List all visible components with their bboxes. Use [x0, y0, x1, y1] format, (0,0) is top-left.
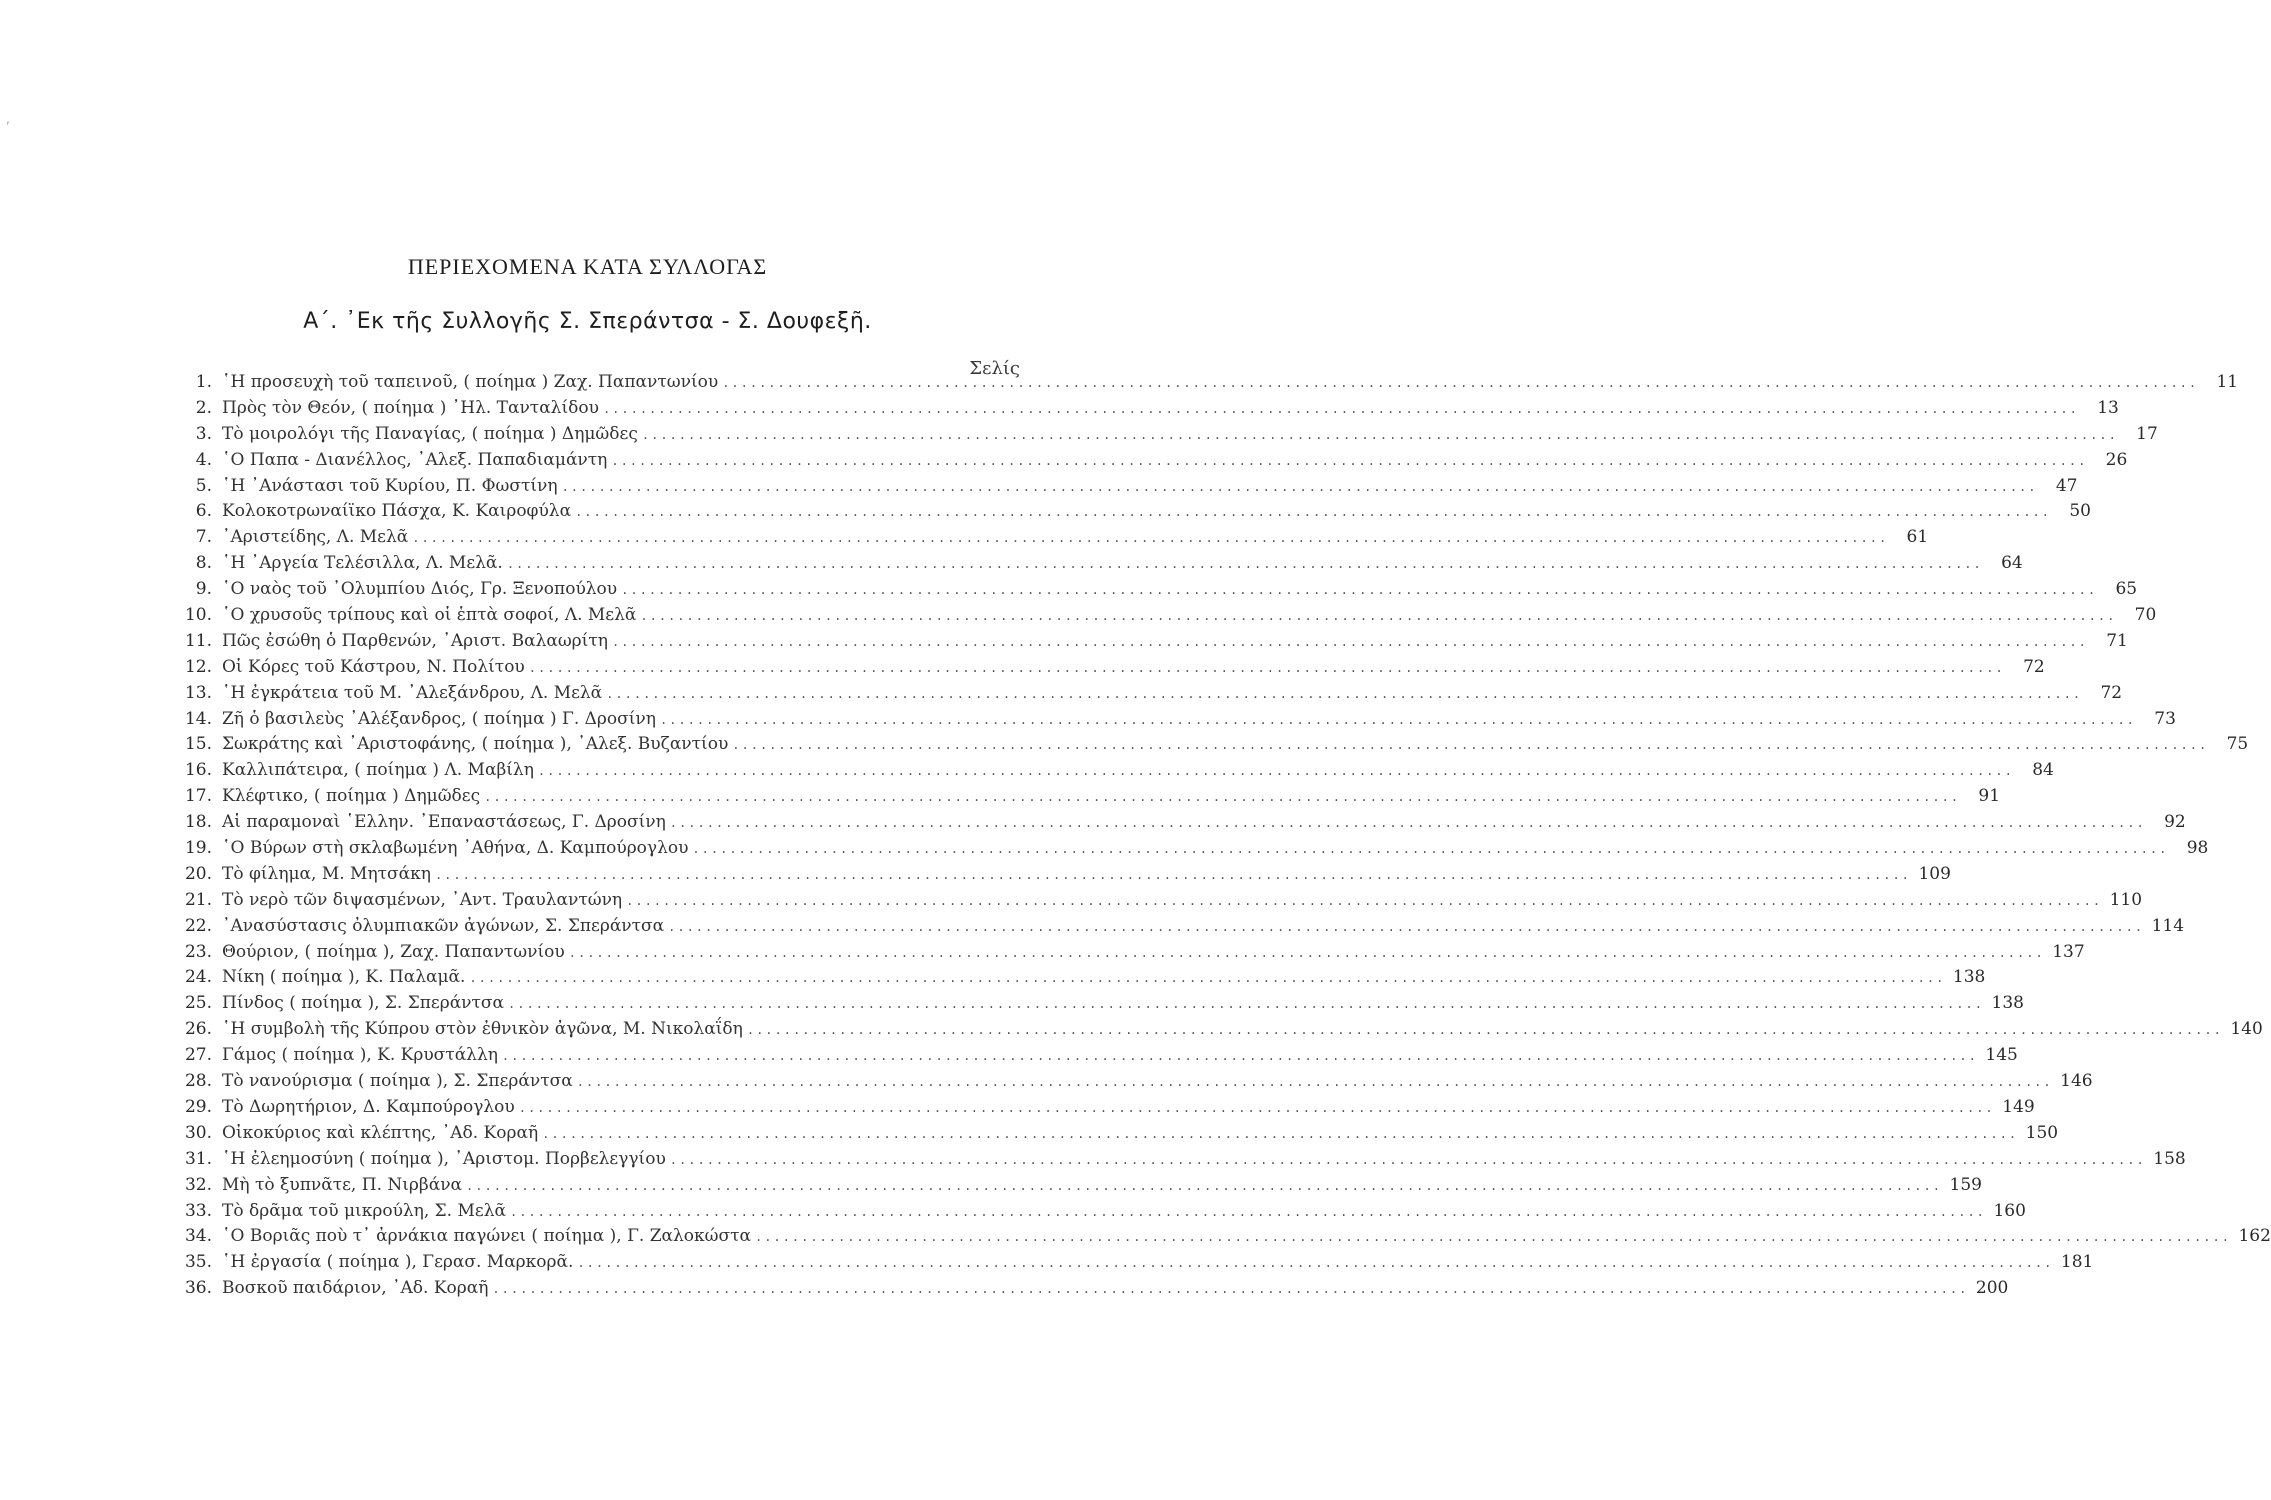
toc-entry: [172, 1224, 2271, 1250]
entry-number: 35.: [184, 1252, 212, 1273]
toc-entry: [172, 422, 2158, 448]
toc-entry: [172, 965, 1986, 991]
entry-title: Τὸ φίλημα, Μ. Μητσάκη: [222, 863, 431, 884]
toc-entry: [172, 784, 2001, 810]
dot-leader: [670, 1148, 2146, 1174]
toc-entry: [172, 1121, 2059, 1147]
entry-title: ῾Η προσευχὴ τοῦ ταπεινοῦ, ( ποίημα ) Ζαχ. Παπαντωνίου: [222, 372, 719, 392]
toc-entry: [172, 1276, 2009, 1302]
entry-page-number: 72: [2100, 682, 2123, 703]
entry-page-number: 61: [1906, 527, 1929, 548]
entry-number: 26.: [184, 1019, 212, 1040]
entry-page-number: 65: [2115, 579, 2138, 600]
dot-leader: [538, 759, 2014, 785]
entry-title: Οἱ Κόρες τοῦ Κάστρου, Ν. Πολίτου: [222, 656, 525, 677]
entry-page-number: 200: [1975, 1278, 2009, 1299]
toc-entry: [172, 1250, 2094, 1276]
toc-entry: [172, 681, 2123, 707]
entry-number: 28.: [184, 1071, 212, 1092]
entry-number: 11.: [184, 630, 212, 651]
dot-leader: [435, 863, 1911, 889]
toc-entry: [172, 836, 2209, 862]
entry-title: Τὸ μοιρολόγι τῆς Παναγίας, ( ποίημα ) Δημῶδες: [222, 423, 638, 444]
entry-page-number: 146: [2060, 1071, 2093, 1092]
dot-leader: [466, 1174, 1942, 1200]
entry-page-number: 98: [2186, 838, 2209, 859]
entry-number: 5.: [195, 475, 212, 496]
entry-number: 30.: [184, 1122, 212, 1143]
entry-page-number: 158: [2153, 1148, 2186, 1169]
entry-title: ῾Η ᾿Ανάστασι τοῦ Κυρίου, Π. Φωστίνη: [222, 475, 558, 496]
entry-number: 21.: [184, 889, 212, 910]
toc-entry: [172, 940, 2085, 966]
entry-number: 15.: [184, 734, 212, 755]
entry-page-number: 91: [1978, 786, 2001, 807]
dot-leader: [575, 500, 2051, 526]
toc-entry: [172, 991, 2024, 1017]
dot-leader: [692, 837, 2168, 863]
entry-page-number: 70: [2134, 605, 2157, 626]
entry-number: 29.: [184, 1096, 212, 1117]
toc-entry: [172, 448, 2128, 474]
entry-title: Πῶς ἐσώθη ὁ Παρθενών, ᾿Αριστ. Βαλαωρίτη: [222, 630, 608, 651]
scan-margin-mark: ,: [6, 112, 10, 126]
entry-title: Θούριον, ( ποίημα ), Ζαχ. Παπαντωνίου: [222, 941, 565, 962]
entry-title: Αἱ παραμοναὶ ῾Ελλην. ᾿Επαναστάσεως, Γ. Δροσίνη: [222, 812, 666, 833]
entry-number: 6.: [195, 501, 212, 522]
entry-title: Πρὸς τὸν Θεόν, ( ποίημα ) ᾿Ηλ. Τανταλίδου: [222, 397, 599, 418]
entry-number: 18.: [184, 812, 212, 833]
toc-entry: [172, 888, 2143, 914]
entry-page-number: 137: [2052, 941, 2085, 962]
entry-number: 27.: [184, 1045, 212, 1066]
dot-leader: [668, 915, 2144, 941]
entry-title: ῾Η ἐγκράτεια τοῦ Μ. ᾿Αλεξάνδρου, Λ. Μελᾶ: [222, 682, 603, 703]
toc-entry: [172, 603, 2157, 629]
entry-page-number: 92: [2164, 812, 2186, 833]
toc-entry: [172, 1173, 1982, 1199]
toc-entry: [172, 732, 2249, 758]
entry-page-number: 145: [1985, 1045, 2018, 1066]
toc-entry: [172, 914, 2185, 940]
dot-leader: [529, 656, 2005, 682]
entry-number: 3.: [195, 423, 212, 444]
entry-page-number: 84: [2032, 760, 2054, 781]
entry-title: Γάμος ( ποίημα ), Κ. Κρυστάλλη: [222, 1045, 498, 1066]
entry-title: Τὸ δρᾶμα τοῦ μικρούλη, Σ. Μελᾶ: [222, 1200, 506, 1221]
dot-leader: [577, 1251, 2053, 1277]
entry-title: ῾Ο ναὸς τοῦ ᾿Ολυμπίου Διός, Γρ. Ξενοπούλου: [222, 579, 618, 600]
entry-title: ῾Η ἐλεημοσύνη ( ποίημα ), ᾿Αριστομ. Πορβελεγγίου: [222, 1148, 666, 1169]
entry-page-number: 73: [2154, 708, 2176, 729]
dot-leader: [412, 526, 1888, 552]
dot-leader: [507, 552, 1983, 578]
dot-leader: [722, 371, 2198, 397]
entry-page-number: 17: [2136, 423, 2158, 444]
collection-subtitle: Α΄. ᾿Εκ τῆς Συλλογῆς Σ. Σπεράντσα - Σ. Δουφεξῆ.: [303, 309, 872, 334]
entry-title: Τὸ νανούρισμα ( ποίημα ), Σ. Σπεράντσα: [222, 1071, 573, 1092]
entry-number: 32.: [184, 1174, 212, 1195]
entry-title: Κλέφτικο, ( ποίημα ) Δημῶδες: [222, 786, 481, 807]
entry-page-number: 138: [1952, 967, 1986, 988]
toc-entry: [172, 707, 2176, 733]
entry-number: 4.: [195, 449, 212, 470]
entry-number: 8.: [195, 553, 212, 574]
entry-title: Βοσκοῦ παιδάριον, ᾿Αδ. Κοραῆ: [222, 1278, 489, 1299]
entry-number: 2.: [195, 397, 212, 418]
toc-entry: [172, 525, 1929, 551]
entry-number: 33.: [184, 1200, 212, 1221]
entry-page-number: 160: [1993, 1200, 2026, 1221]
entry-number: 12.: [184, 656, 212, 677]
entry-title: Οἰκοκύριος καὶ κλέπτης, ᾿Αδ. Κοραῆ: [222, 1122, 539, 1143]
dot-leader: [569, 941, 2045, 967]
entry-page-number: 150: [2025, 1122, 2059, 1143]
dot-leader: [670, 811, 2146, 837]
entry-page-number: 13: [2097, 397, 2119, 418]
toc-entry: [172, 551, 2023, 577]
entry-title: ῾Η ᾿Αργεία Τελέσιλλα, Λ. Μελᾶ.: [222, 553, 503, 574]
entry-number: 9.: [195, 579, 212, 600]
entry-number: 22.: [184, 915, 212, 936]
toc-entry: [172, 370, 2239, 396]
entry-number: 1.: [195, 372, 212, 392]
entry-number: 25.: [184, 993, 212, 1014]
dot-leader: [508, 992, 1984, 1018]
toc-entry: [172, 1147, 2186, 1173]
entry-number: 13.: [184, 682, 212, 703]
entry-title: Σωκράτης καὶ ᾿Αριστοφάνης, ( ποίημα ), ᾿Αλεξ. Βυζαντίου: [222, 734, 729, 755]
entry-page-number: 109: [1918, 863, 1951, 884]
entry-title: ῾Ο Βοριᾶς ποὺ τ᾿ ἀρνάκια παγώνει ( ποίημα ), Γ. Ζαλοκώστα: [222, 1226, 751, 1247]
entry-number: 17.: [184, 786, 212, 807]
entry-number: 7.: [195, 527, 212, 548]
toc-entry: [172, 1095, 2035, 1121]
entry-title: ῾Η συμβολὴ τῆς Κύπρου στὸν ἐθνικὸν ἀγῶνα, Μ. Νικολαΐδη: [222, 1019, 743, 1040]
page-title: ΠΕΡΙΕΧΟΜΕΝΑ ΚΑΤΑ ΣΥΛΛΟΓΑΣ: [407, 254, 768, 279]
entry-title: Μὴ τὸ ξυπνᾶτε, Π. Νιρβάνα: [222, 1174, 463, 1195]
entry-title: ῾Η ἐργασία ( ποίημα ), Γερασ. Μαρκορᾶ.: [222, 1252, 574, 1273]
toc-entry: [172, 1199, 2026, 1225]
entry-title: ᾿Ανασύστασις ὀλυμπιακῶν ἀγώνων, Σ. Σπεράντσα: [222, 915, 665, 936]
dot-leader: [606, 682, 2082, 708]
dot-leader: [492, 1277, 1968, 1303]
entry-title: ῾Ο Βύρων στὴ σκλαβωμένη ᾿Αθήνα, Δ. Καμπούρογλου: [222, 838, 689, 859]
dot-leader: [732, 733, 2208, 759]
dot-leader: [603, 397, 2079, 423]
dot-leader: [502, 1044, 1978, 1070]
entry-number: 10.: [184, 605, 212, 626]
dot-leader: [621, 578, 2097, 604]
entry-page-number: 138: [1991, 993, 2024, 1014]
entry-number: 23.: [184, 941, 212, 962]
entry-page-number: 71: [2106, 630, 2128, 651]
toc-entry: [172, 629, 2128, 655]
entry-page-number: 72: [2023, 656, 2045, 677]
dot-leader: [484, 785, 1960, 811]
entry-page-number: 159: [1949, 1174, 1982, 1195]
entry-number: 14.: [184, 708, 212, 729]
dot-leader: [562, 475, 2038, 501]
entry-number: 34.: [184, 1226, 212, 1247]
toc-entry: [172, 862, 1951, 888]
dot-leader: [577, 1070, 2053, 1096]
toc-entry: [172, 810, 2186, 836]
entry-number: 24.: [184, 967, 212, 988]
entry-page-number: 75: [2226, 734, 2249, 755]
entry-page-number: 140: [2230, 1019, 2263, 1040]
entry-page-number: 110: [2109, 889, 2143, 910]
entry-title: Καλλιπάτειρα, ( ποίημα ) Λ. Μαβίλη: [222, 760, 534, 781]
toc-entry: [172, 577, 2138, 603]
toc-entry: [172, 474, 2078, 500]
toc-entry: [172, 1017, 2263, 1043]
entry-title: Τὸ νερὸ τῶν διψασμένων, ᾿Αντ. Τραυλαντώνη: [222, 889, 623, 910]
dot-leader: [510, 1200, 1986, 1226]
dot-leader: [612, 630, 2088, 656]
table-of-contents: [172, 370, 2271, 1302]
entry-page-number: 26: [2105, 449, 2128, 470]
dot-leader: [755, 1225, 2231, 1251]
dot-leader: [626, 889, 2102, 915]
entry-page-number: 11: [2216, 372, 2239, 392]
entry-page-number: 149: [2002, 1096, 2035, 1117]
entry-page-number: 47: [2055, 475, 2078, 496]
entry-number: 20.: [184, 863, 212, 884]
entry-number: 16.: [184, 760, 212, 781]
toc-entry: [172, 758, 2054, 784]
entry-title: Ζῆ ὁ βασιλεὺς ᾿Αλέξανδρος, ( ποίημα ) Γ. Δροσίνη: [222, 708, 656, 729]
entry-title: Νίκη ( ποίημα ), Κ. Παλαμᾶ.: [222, 967, 466, 988]
dot-leader: [611, 449, 2087, 475]
entry-title: Πίνδος ( ποίημα ), Σ. Σπεράντσα: [222, 993, 505, 1014]
dot-leader: [519, 1096, 1995, 1122]
entry-page-number: 64: [2001, 553, 2023, 574]
entry-title: ᾿Αριστείδης, Λ. Μελᾶ: [222, 527, 409, 548]
entry-number: 36.: [184, 1278, 212, 1299]
entry-number: 19.: [184, 838, 212, 859]
entry-title: Κολοκοτρωναίϊκο Πάσχα, Κ. Καιροφύλα: [222, 501, 572, 522]
dot-leader: [642, 423, 2118, 449]
toc-entry: [172, 655, 2045, 681]
entry-title: ῾Ο χρυσοῦς τρίπους καὶ οἱ ἑπτὰ σοφοί, Λ. Μελᾶ: [222, 605, 637, 626]
toc-entry: [172, 1069, 2093, 1095]
entry-page-number: 114: [2151, 915, 2185, 936]
entry-page-number: 162: [2238, 1226, 2271, 1247]
entry-page-number: 181: [2060, 1252, 2094, 1273]
entry-title: ῾Ο Παπα - Διανέλλος, ᾿Αλεξ. Παπαδιαμάντη: [222, 449, 608, 470]
dot-leader: [640, 604, 2116, 630]
toc-entry: [172, 499, 2091, 525]
toc-entry: [172, 1043, 2018, 1069]
entry-title: Τὸ Δωρητήριον, Δ. Καμπούρογλου: [222, 1096, 515, 1117]
entry-number: 31.: [184, 1148, 212, 1169]
toc-entry: [172, 396, 2119, 422]
dot-leader: [542, 1122, 2018, 1148]
dot-leader: [747, 1018, 2223, 1044]
dot-leader: [660, 708, 2136, 734]
entry-page-number: 50: [2069, 501, 2091, 522]
page-column-label: Σελίς: [969, 358, 1020, 379]
dot-leader: [469, 966, 1945, 992]
